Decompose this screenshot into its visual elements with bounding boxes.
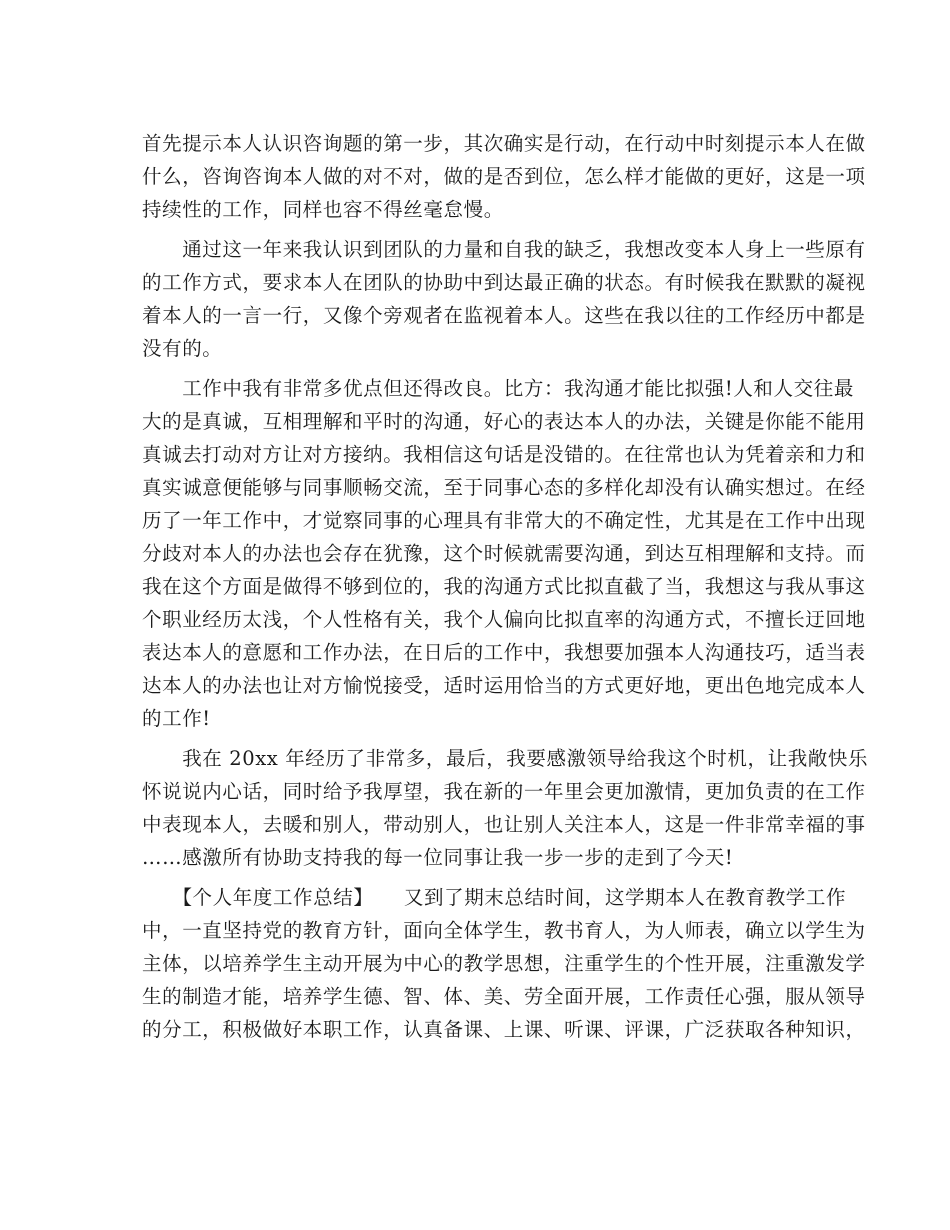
text-line: 怀说说内心话，同时给予我厚望，我在新的一年里会更加激情，更加负责的在工作 xyxy=(142,780,866,803)
text-line: 大的是真诚，互相理解和平时的沟通，好心的表达本人的办法，关键是你能不能用 xyxy=(142,410,866,433)
text-line: 的工作方式，要求本人在团队的协助中到达最正确的状态。有时候我在默默的凝视 xyxy=(142,271,866,294)
text-line: 中表现本人，去暖和别人，带动别人，也让别人关注本人，这是一件非常幸福的事 xyxy=(142,813,866,836)
text-line: 真实诚意便能够与同事顺畅交流，至于同事心态的多样化却没有认确实想过。在经 xyxy=(142,476,866,499)
text-line: 持续性的工作，同样也容不得丝毫怠慢。 xyxy=(142,198,504,221)
text-line: 【个人年度工作总结】 又到了期末总结时间，这学期本人在教育教学工作 xyxy=(142,886,847,909)
text-line: ……感激所有协助支持我的每一位同事让我一步一步的走到了今天! xyxy=(142,846,734,869)
text-line: 我在这个方面是做得不够到位的，我的沟通方式比拟直截了当，我想这与我从事这 xyxy=(142,575,866,598)
text-line: 首先提示本人认识咨询题的第一步，其次确实是行动，在行动中时刻提示本人在做 xyxy=(142,132,866,155)
text-line: 什么，咨询咨询本人做的对不对，做的是否到位，怎么样才能做的更好，这是一项 xyxy=(142,165,866,188)
paragraph-2 xyxy=(142,233,866,365)
paragraph-3 xyxy=(142,372,866,735)
text-line: 没有的。 xyxy=(142,337,223,360)
text-line: 分歧对本人的办法也会存在犹豫，这个时候就需要沟通，到达互相理解和支持。而 xyxy=(142,542,866,565)
text-line: 我在 20xx 年经历了非常多，最后，我要感激领导给我这个时机，让我敞快乐 xyxy=(142,747,869,770)
text-line: 工作中我有非常多优点但还得改良。比方：我沟通才能比拟强!人和人交往最 xyxy=(142,377,854,400)
paragraph-5 xyxy=(142,881,866,1046)
text-line: 历了一年工作中，才觉察同事的心理具有非常大的不确定性，尤其是在工作中出现 xyxy=(142,509,866,532)
text-line: 表达本人的意愿和工作办法，在日后的工作中，我想要加强本人沟通技巧，适当表 xyxy=(142,641,866,664)
paragraph-1 xyxy=(142,127,866,226)
text-line: 通过这一年来我认识到团队的力量和自我的缺乏，我想改变本人身上一些原有 xyxy=(142,238,866,261)
text-line: 的工作! xyxy=(142,707,211,730)
document-body xyxy=(142,127,869,1046)
text-line: 真诚去打动对方让对方接纳。我相信这句话是没错的。在往常也认为凭着亲和力和 xyxy=(142,443,866,466)
text-line: 的分工，积极做好本职工作，认真备课、上课、听课、评课，广泛获取各种知识， xyxy=(142,1018,866,1041)
text-line: 个职业经历太浅，个人性格有关，我个人偏向比拟直率的沟通方式，不擅长迂回地 xyxy=(142,608,866,631)
text-line: 达本人的办法也让对方愉悦接受，适时运用恰当的方式更好地，更出色地完成本人 xyxy=(142,674,866,697)
text-line: 主体，以培养学生主动开展为中心的教学思想，注重学生的个性开展，注重激发学 xyxy=(142,952,866,975)
text-line: 中，一直坚持党的教育方针，面向全体学生，教书育人，为人师表，确立以学生为 xyxy=(142,919,866,942)
text-line: 着本人的一言一行，又像个旁观者在监视着本人。这些在我以往的工作经历中都是 xyxy=(142,304,866,327)
text-line: 生的制造才能，培养学生德、智、体、美、劳全面开展，工作责任心强，服从领导 xyxy=(142,985,866,1008)
paragraph-4 xyxy=(142,742,869,874)
